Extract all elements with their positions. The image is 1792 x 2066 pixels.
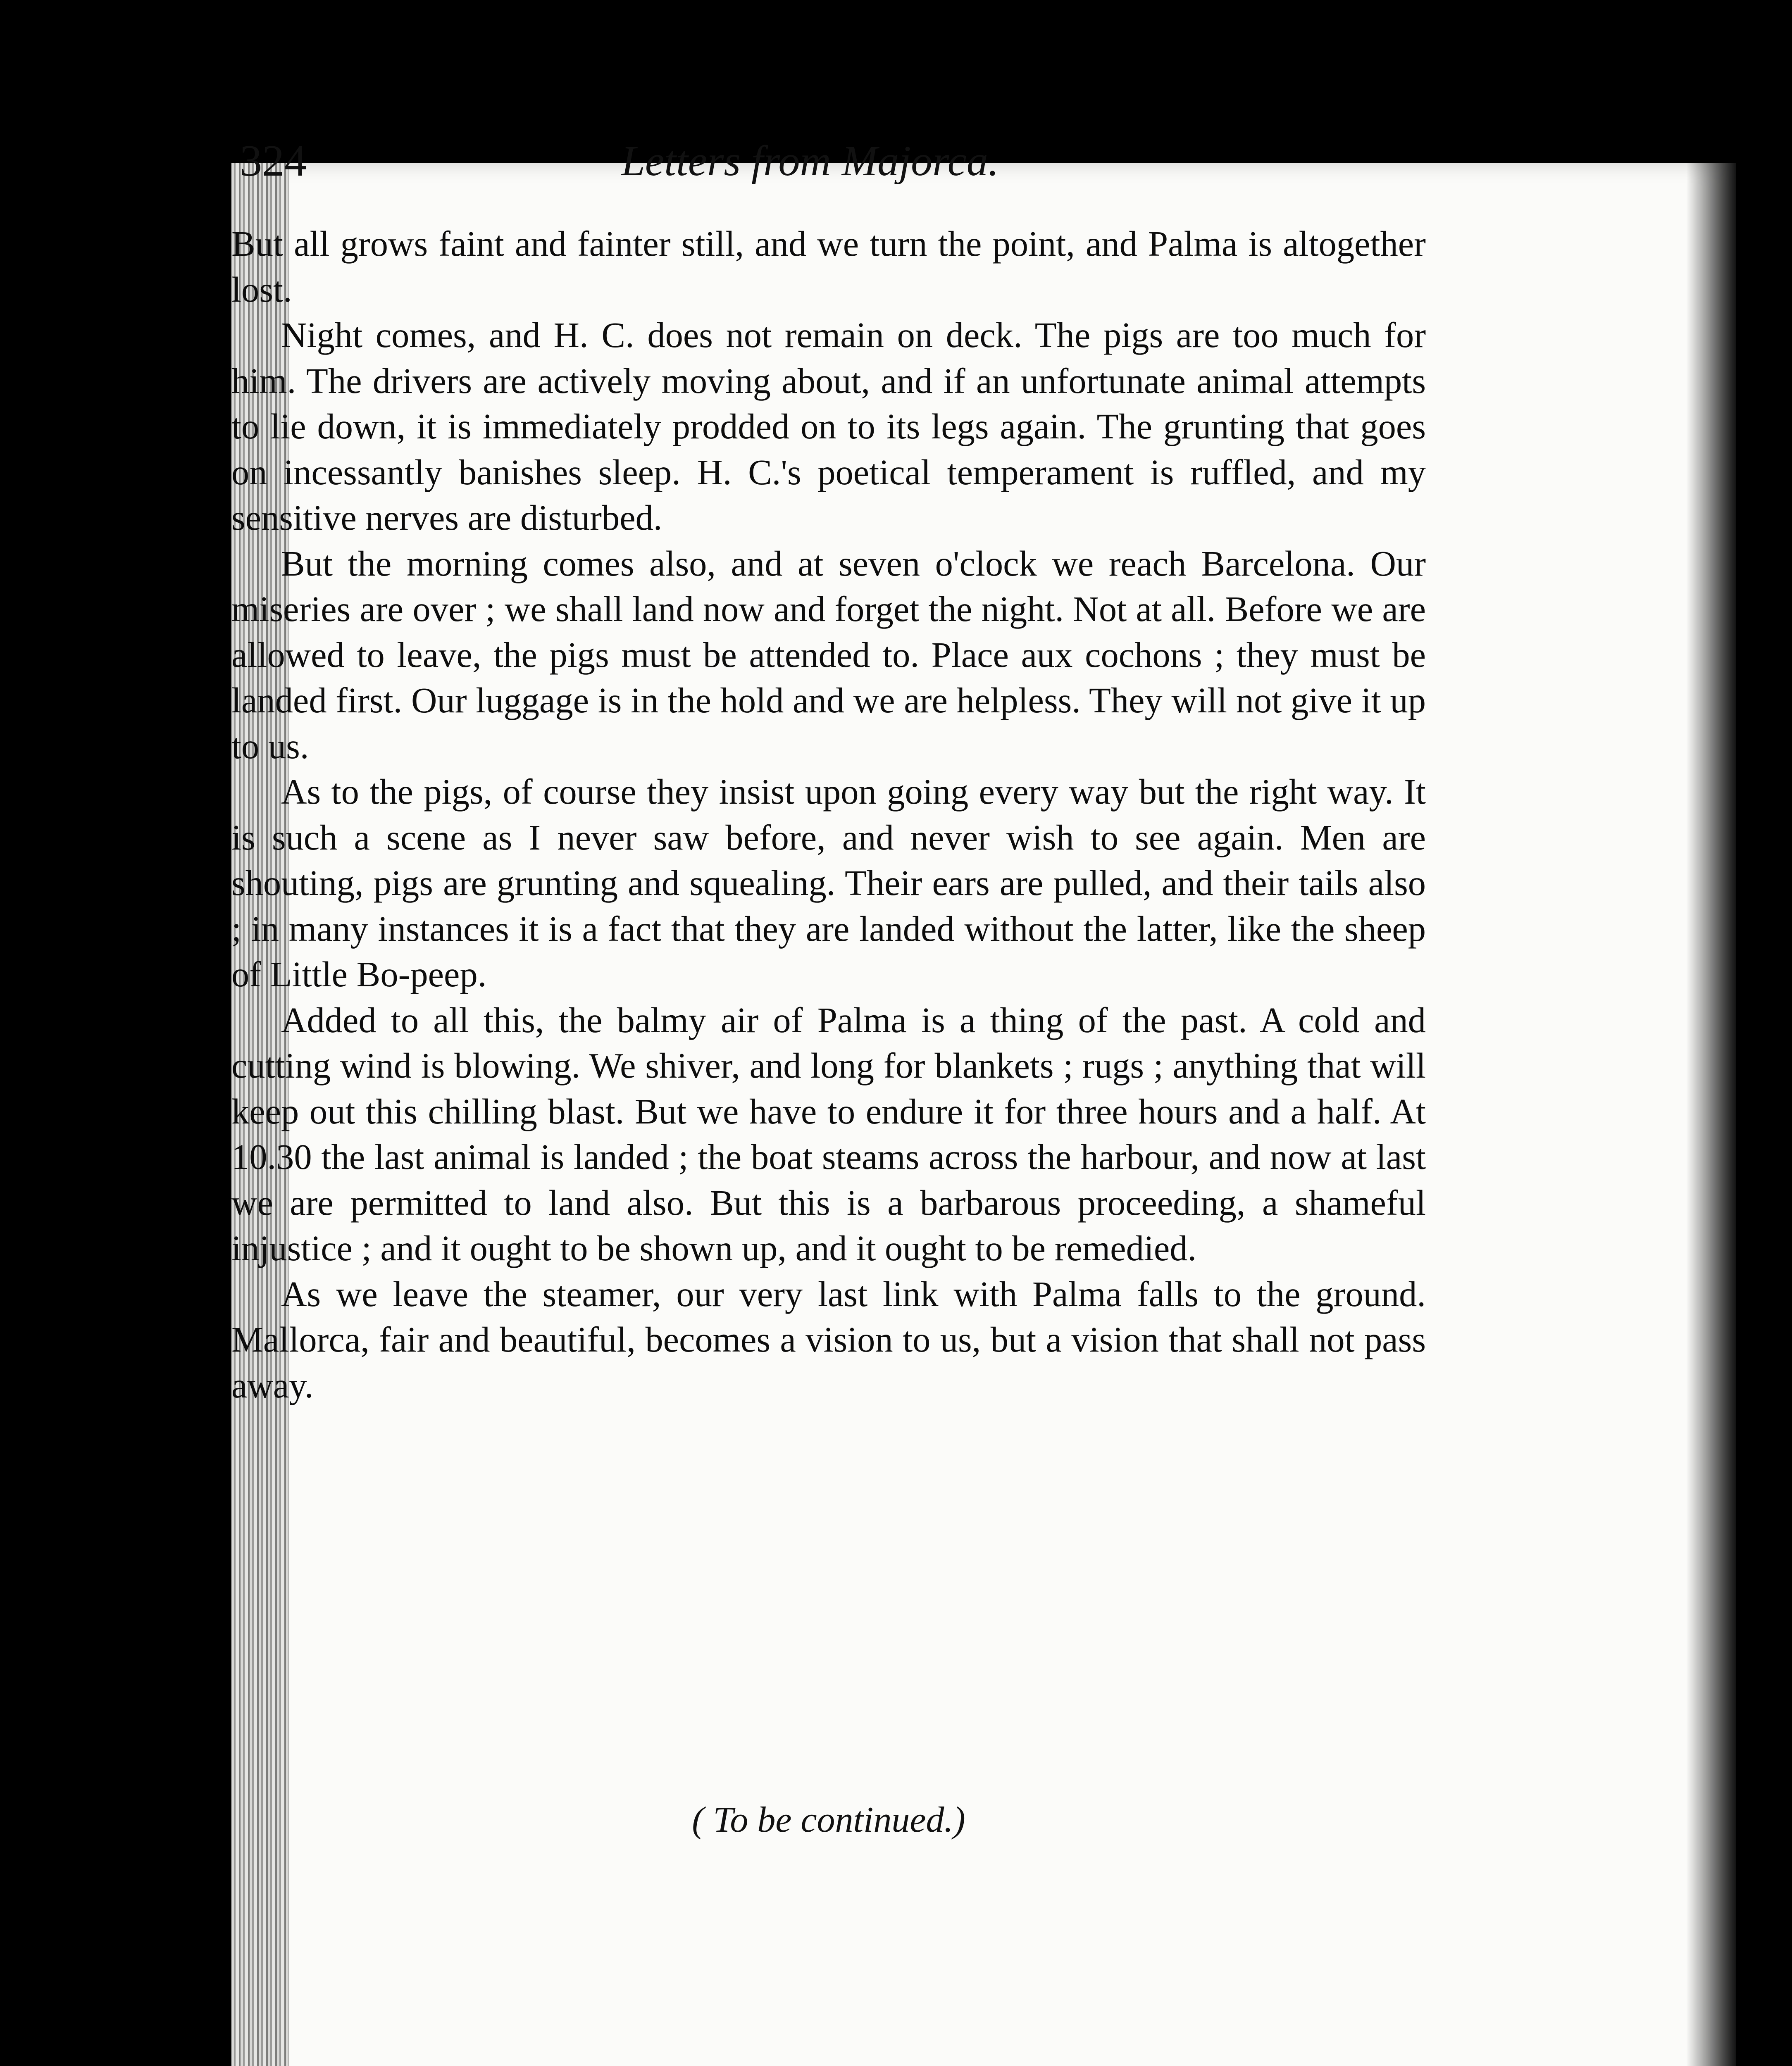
running-title: Letters from Majorca.: [621, 137, 999, 185]
continued-note: ( To be continued.): [692, 1800, 965, 1840]
page-header: [240, 132, 1298, 198]
paragraph: As we leave the steamer, our very last link with Palma falls to the ground. Mallorca, fair and beautiful, becomes a vision to us, but a vision that shall not pass away.: [231, 1274, 1426, 1405]
page-number: 324: [240, 136, 307, 186]
paragraph: Night comes, and H. C. does not remain on deck. The pigs are too much for him. The drivers are actively moving about, and if an unfortunate animal attempts to lie down, it is immediately prodded on to its legs again. The grunting that goes on incessantly banishes sleep. H. C.'s poetical temperament is ruffled, and my sensitive nerves are disturbed.: [231, 315, 1426, 538]
paragraph: But all grows faint and fainter still, and we turn the point, and Palma is altogether lost.: [231, 224, 1426, 309]
paragraph: But the morning comes also, and at seven o'clock we reach Barcelona. Our miseries are over ; we shall land now and forget the night. Not at all. Before we are allowed to leave, the pigs must be attended to. Place aux cochons ; they must be landed first. Our luggage is in the hold and we are helpless. They will not give it up to us.: [231, 543, 1426, 766]
gutter-shadow: [1686, 163, 1736, 2066]
paragraph: As to the pigs, of course they insist upon going every way but the right way. It is such a scene as I never saw before, and never wish to see again. Men are shouting, pigs are grunting and squealing. Their ears are pulled, and their tails also ; in many instances it is a fact that they are landed without the latter, like the sheep of Little Bo-peep.: [231, 772, 1426, 994]
body-text: [231, 221, 1426, 1408]
paragraph: Added to all this, the balmy air of Palma is a thing of the past. A cold and cutting wind is blowing. We shiver, and long for blankets ; rugs ; anything that will keep out this chilling blast. But we have to endure it for three hours and a half. At 10.30 the last animal is landed ; the boat steams across the harbour, and now at last we are permitted to land also. But this is a barbarous proceeding, a shameful injustice ; and it ought to be shown up, and it ought to be remedied.: [231, 1000, 1426, 1268]
